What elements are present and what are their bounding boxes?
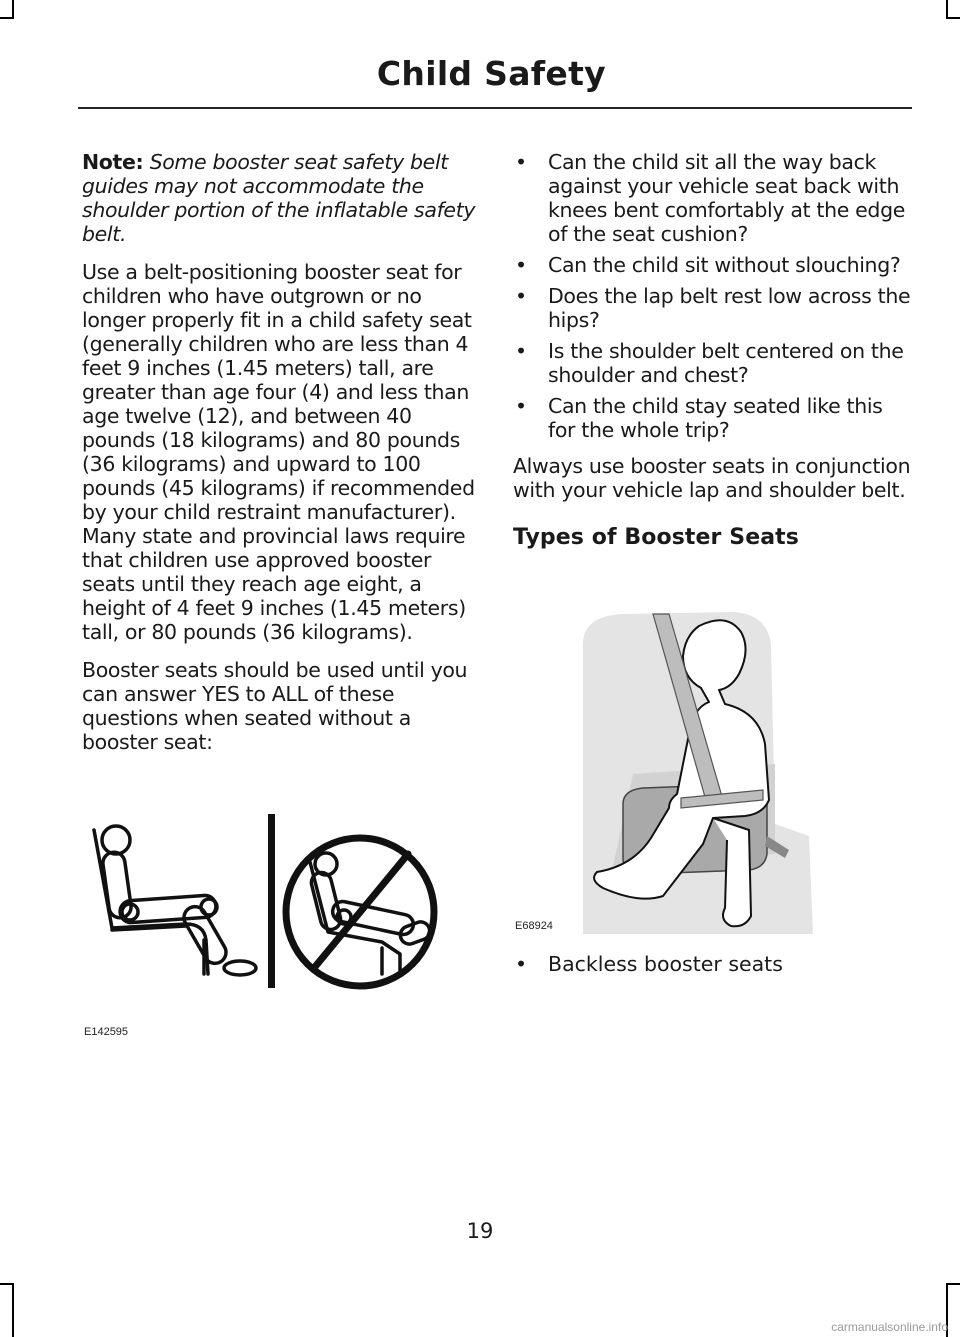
backless-booster-figure xyxy=(513,604,813,936)
crop-mark xyxy=(0,1283,14,1285)
figure-id-label: E68924 xyxy=(515,920,553,932)
backless-booster-illustration xyxy=(513,604,813,936)
note-text: Some booster seat safety belt guides may not accommodate the shoulder portion of the inflatable safety belt. xyxy=(82,150,476,246)
crop-mark xyxy=(12,0,14,18)
list-item: • Does the lap belt rest low across the hips? xyxy=(515,284,911,332)
bullet: • xyxy=(515,284,527,308)
section-heading: Types of Booster Seats xyxy=(513,525,799,550)
note-label: Note: xyxy=(82,150,144,174)
booster-usage-paragraph: Use a belt-positioning booster seat for children who have outgrown or no longer properly fit in a child safety seat (generally children who are less than 4 feet 9 inches (1.45 meters) tall, are greater than age four (4) and less than age twelve (12), and between 40 pounds (18 kilograms) and 80 pounds (36 kilograms) and upward to 100 pounds (45 kilograms) if recommended by your child restraint manufacturer). Many state and provincial laws require that children use approved booster seats until they reach age eight, a height of 4 feet 9 inches (1.45 meters) tall, or 80 pounds (36 kilograms). xyxy=(82,260,475,644)
bullet: • xyxy=(515,150,527,174)
lap-shoulder-belt-paragraph: Always use booster seats in conjunction with your vehicle lap and shoulder belt. xyxy=(513,454,911,502)
crop-mark xyxy=(946,0,948,18)
watermark: carmanualsonline.info xyxy=(831,1320,948,1334)
list-item: • Can the child sit all the way back against your vehicle seat back with knees bent comfortably at the edge of the seat cushion? xyxy=(515,150,906,246)
seating-position-illustration xyxy=(82,808,452,1048)
list-item: • Can the child stay seated like this for the whole trip? xyxy=(515,394,883,442)
list-item: • Is the shoulder belt centered on the shoulder and chest? xyxy=(515,339,904,387)
crop-mark xyxy=(12,1283,14,1337)
note-paragraph xyxy=(82,150,480,246)
booster-questions-list xyxy=(513,150,913,442)
seating-position-figure xyxy=(82,808,452,1048)
list-item: • Can the child sit without slouching? xyxy=(515,253,901,277)
header-divider xyxy=(78,107,912,109)
bullet: • xyxy=(515,253,527,277)
bullet: • xyxy=(515,339,527,363)
figure-id-label: E142595 xyxy=(84,1026,129,1038)
bullet: • xyxy=(515,394,527,418)
booster-questions-intro: Booster seats should be used until you can answer YES to ALL of these questions when seated without a booster seat: xyxy=(82,658,468,754)
crop-mark xyxy=(946,17,960,19)
page-title: Child Safety xyxy=(376,54,606,93)
left-column xyxy=(82,150,480,768)
crop-mark xyxy=(946,1283,960,1285)
crop-mark xyxy=(0,17,14,19)
right-column xyxy=(513,150,913,550)
bullet: • xyxy=(515,952,528,976)
page-number: 19 xyxy=(466,1219,494,1243)
booster-type-caption: Backless booster seats xyxy=(548,952,783,976)
